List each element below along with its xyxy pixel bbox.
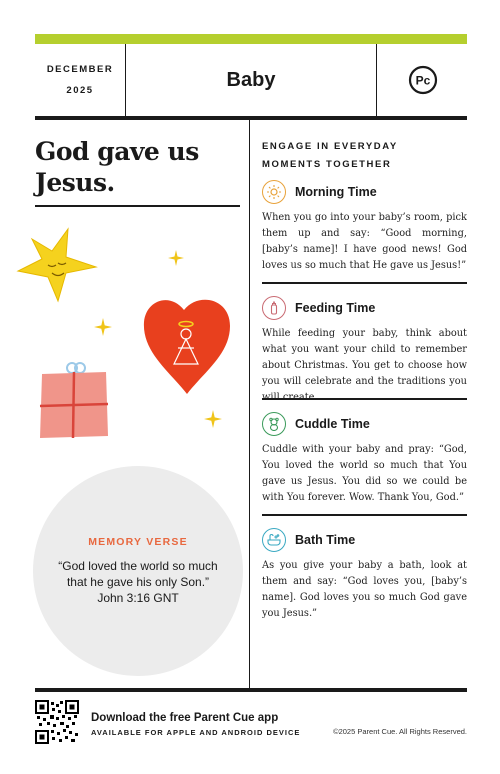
top-accent-bar xyxy=(35,34,467,44)
sun-icon xyxy=(262,180,286,204)
section-body: Cuddle with your baby and pray: “God, You loved the world so much that You gave us Jesus. You did so we could be with You forever. Wow. Thank You, God.” xyxy=(262,444,467,503)
bathtub-icon xyxy=(262,528,286,552)
bottle-icon xyxy=(262,296,286,320)
sparkle-icon xyxy=(94,318,112,336)
section-divider xyxy=(262,282,467,284)
qr-code-icon[interactable] xyxy=(35,700,79,744)
column-divider xyxy=(249,118,250,688)
teddy-bear-icon xyxy=(262,412,286,436)
copyright-notice: ©2025 Parent Cue. All Rights Reserved. xyxy=(333,727,467,736)
date-block xyxy=(35,44,126,116)
section-divider xyxy=(262,514,467,516)
age-group-title: Baby xyxy=(226,68,276,91)
gift-box-icon xyxy=(36,360,112,440)
heart-with-angel-icon xyxy=(140,292,234,396)
svg-text:Pc: Pc xyxy=(415,73,430,88)
section-title: Cuddle Time xyxy=(295,417,370,431)
smiling-star-icon xyxy=(10,225,105,305)
section-bath-time-header xyxy=(262,528,467,552)
engage-heading-line1: ENGAGE IN EVERYDAY xyxy=(262,141,398,152)
section-body: When you go into your baby’s room, pick them up and say: “Good morning, [baby’s name]! I have good news! God loves us so much that He gave us Jesus!” xyxy=(262,212,467,271)
logo-block xyxy=(376,44,468,116)
section-cuddle-time-header xyxy=(262,412,467,436)
section-title: Feeding Time xyxy=(295,301,376,315)
parent-cue-logo-icon xyxy=(408,65,438,95)
engage-heading xyxy=(262,138,467,174)
section-title: Bath Time xyxy=(295,533,356,547)
footer-app-title: Download the free Parent Cue app xyxy=(91,712,279,724)
section-body: As you give your baby a bath, look at them and say: “God loves you, [baby’s name]. God loves you so much God gave you Jesus.” xyxy=(262,560,467,619)
footer-app-subtitle: AVAILABLE FOR APPLE AND ANDROID DEVICE xyxy=(91,728,301,737)
sparkle-icon xyxy=(168,250,184,266)
section-morning-time-header xyxy=(262,180,467,204)
memory-verse-quote: “God loved the world so much that he gave his only Son.” xyxy=(58,559,218,589)
year-label: 2025 xyxy=(66,85,94,96)
section-body: While feeding your baby, think about what you want your child to remember about Christmas. You get to choose how you will celebrate and the traditions you xyxy=(262,328,467,387)
memory-verse-label: MEMORY VERSE xyxy=(88,536,188,548)
header xyxy=(35,44,467,120)
page-headline: God gave us Jesus. xyxy=(35,137,199,197)
section-feeding-time-header xyxy=(262,296,467,320)
section-title: Morning Time xyxy=(295,185,377,199)
memory-verse-reference: John 3:16 GNT xyxy=(97,591,179,605)
headline-rule xyxy=(35,205,240,207)
engage-heading-line2: MOMENTS TOGETHER xyxy=(262,159,392,170)
footer-rule xyxy=(35,688,467,692)
month-label: DECEMBER xyxy=(46,64,114,75)
section-divider xyxy=(262,398,467,400)
sparkle-icon xyxy=(204,410,222,428)
memory-verse-text xyxy=(48,558,228,606)
